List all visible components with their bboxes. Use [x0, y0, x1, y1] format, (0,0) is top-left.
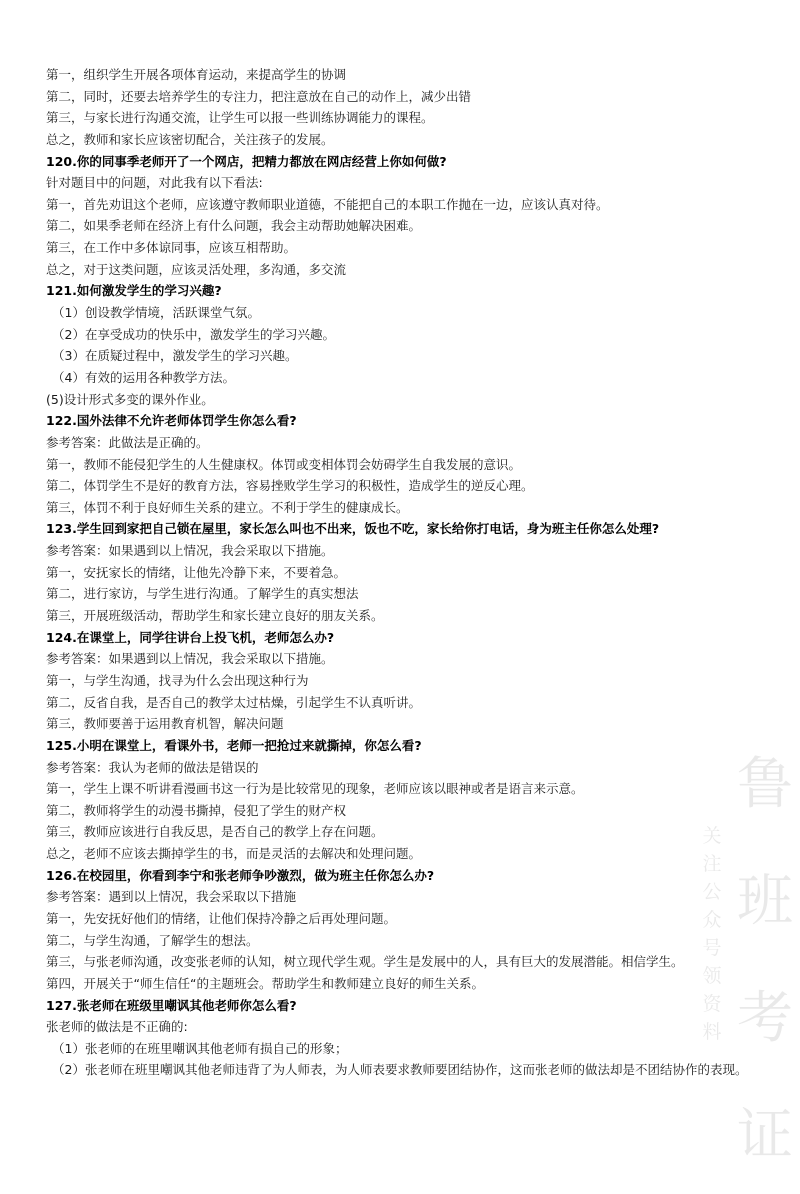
paragraph-line: (5)设计形式多变的课外作业。 — [46, 391, 214, 407]
paragraph-line: 第二，与学生沟通，了解学生的想法。 — [46, 932, 259, 948]
paragraph-line: 第三，体罚不利于良好师生关系的建立。不利于学生的健康成长。 — [46, 499, 409, 515]
paragraph-line: 第一，学生上课不听讲看漫画书这一行为是比较常见的现象，老师应该以眼神或者是语言来示意。 — [46, 781, 584, 797]
paragraph-line: 第二，如果季老师在经济上有什么问题，我会主动帮助她解决困难。 — [46, 218, 422, 234]
paragraph-line: 张老师的做法是不正确的: — [46, 1019, 188, 1035]
watermark-brand: 鲁 班 考 证 — [737, 752, 793, 1168]
paragraph-line: 第二，进行家访，与学生进行沟通。了解学生的真实想法 — [46, 586, 359, 602]
watermark-follow-note: 关 注 公 众 号 领 资 料 — [702, 825, 722, 1043]
paragraph-line: 第一，安抚家长的情绪，让他先冷静下来，不要着急。 — [46, 564, 347, 580]
list-item: （3）在质疑过程中，激发学生的学习兴趣。 — [52, 348, 298, 364]
paragraph-line: 总之，老师不应该去撕掉学生的书，而是灵活的去解决和处理问题。 — [46, 846, 422, 862]
paragraph-line: 参考答案：我认为老师的做法是错误的 — [46, 759, 259, 775]
paragraph-line: 第三，与家长进行沟通交流，让学生可以报一些训练协调能力的课程。 — [46, 110, 434, 126]
paragraph-line: 第二，同时，还要去培养学生的专注力，把注意放在自己的动作上，减少出错 — [46, 88, 472, 104]
question-heading: 126.在校园里，你看到李宁和张老师争吵激烈，做为班主任你怎么办? — [46, 867, 435, 883]
paragraph-line: 第四，开展关于“师生信任“的主题班会。帮助学生和教师建立良好的师生关系。 — [46, 975, 484, 991]
paragraph-line: 参考答案：此做法是正确的。 — [46, 434, 209, 450]
question-heading: 127.张老师在班级里嘲讽其他老师你怎么看? — [46, 997, 297, 1013]
paragraph-line: 第一，组织学生开展各项体育运动，来提高学生的协调 — [46, 67, 347, 82]
paragraph-line: 总之，对于这类问题，应该灵活处理，多沟通，多交流 — [46, 261, 347, 277]
list-item: （1）创设教学情境，活跃课堂气氛。 — [52, 305, 260, 321]
paragraph-line: 第三，开展班级活动，帮助学生和家长建立良好的朋友关系。 — [46, 608, 384, 624]
question-heading: 121.如何激发学生的学习兴趣? — [46, 283, 222, 299]
paragraph-line: 第一，与学生沟通，找寻为什么会出现这种行为 — [46, 672, 309, 688]
question-heading: 120.你的同事季老师开了一个网店，把精力都放在网店经营上你如何做? — [46, 153, 447, 169]
list-item: （4）有效的运用各种教学方法。 — [52, 369, 235, 385]
question-heading: 125.小明在课堂上，看课外书，老师一把抢过来就撕掉，你怎么看? — [46, 737, 422, 753]
paragraph-line: 参考答案：如果遇到以上情况，我会采取以下措施。 — [46, 651, 334, 667]
paragraph-line: 参考答案：遇到以上情况，我会采取以下措施 — [46, 889, 297, 905]
paragraph-line: 第三，与张老师沟通，改变张老师的认知，树立现代学生观。学生是发展中的人，具有巨大的发展潜能。相信学生。 — [46, 954, 684, 970]
paragraph-line: 针对题目中的问题，对此我有以下看法: — [46, 175, 263, 191]
paragraph-line: 第一，先安抚好他们的情绪，让他们保持冷静之后再处理问题。 — [46, 910, 397, 926]
question-heading: 123.学生回到家把自己锁在屋里，家长怎么叫也不出来，饭也不吃，家长给你打电话，身为班主任你怎么处理? — [46, 521, 660, 537]
question-heading: 124.在课堂上，同学往讲台上投飞机，老师怎么办? — [46, 629, 335, 645]
paragraph-line: 第二，反省自我，是否自己的教学太过枯燥，引起学生不认真听讲。 — [46, 694, 422, 710]
list-item: （1）张老师的在班里嘲讽其他老师有损自己的形象； — [52, 1040, 348, 1056]
paragraph-line: 第三，在工作中多体谅同事，应该互相帮助。 — [46, 240, 297, 256]
list-item: （2）张老师在班里嘲讽其他老师违背了为人师表，为人师表要求教师要团结协作，这而张老师的做法却是不团结协作的表现。 — [52, 1062, 748, 1078]
paragraph-line: 第二，体罚学生不是好的教育方法，容易挫败学生学习的积极性，造成学生的逆反心理。 — [46, 478, 534, 494]
paragraph-line: 总之，教师和家长应该密切配合，关注孩子的发展。 — [46, 131, 334, 147]
paragraph-line: 第一，教师不能侵犯学生的人生健康权。体罚或变相体罚会妨碍学生自我发展的意识。 — [46, 456, 522, 472]
paragraph-line: 第三，教师要善于运用教育机智，解决问题 — [46, 716, 284, 732]
paragraph-line: 第三，教师应该进行自我反思，是否自己的教学上存在问题。 — [46, 824, 384, 840]
document-body — [46, 64, 776, 1081]
paragraph-line: 第一，首先劝诅这个老师，应该遵守教师职业道德，不能把自己的本职工作抛在一边，应该认真对待。 — [46, 196, 609, 212]
list-item: （2）在享受成功的快乐中，激发学生的学习兴趣。 — [52, 326, 335, 342]
question-heading: 122.国外法律不允许老师体罚学生你怎么看? — [46, 413, 297, 429]
paragraph-line: 第二，教师将学生的动漫书撕掉，侵犯了学生的财产权 — [46, 802, 347, 818]
paragraph-line: 参考答案：如果遇到以上情况，我会采取以下措施。 — [46, 543, 334, 559]
